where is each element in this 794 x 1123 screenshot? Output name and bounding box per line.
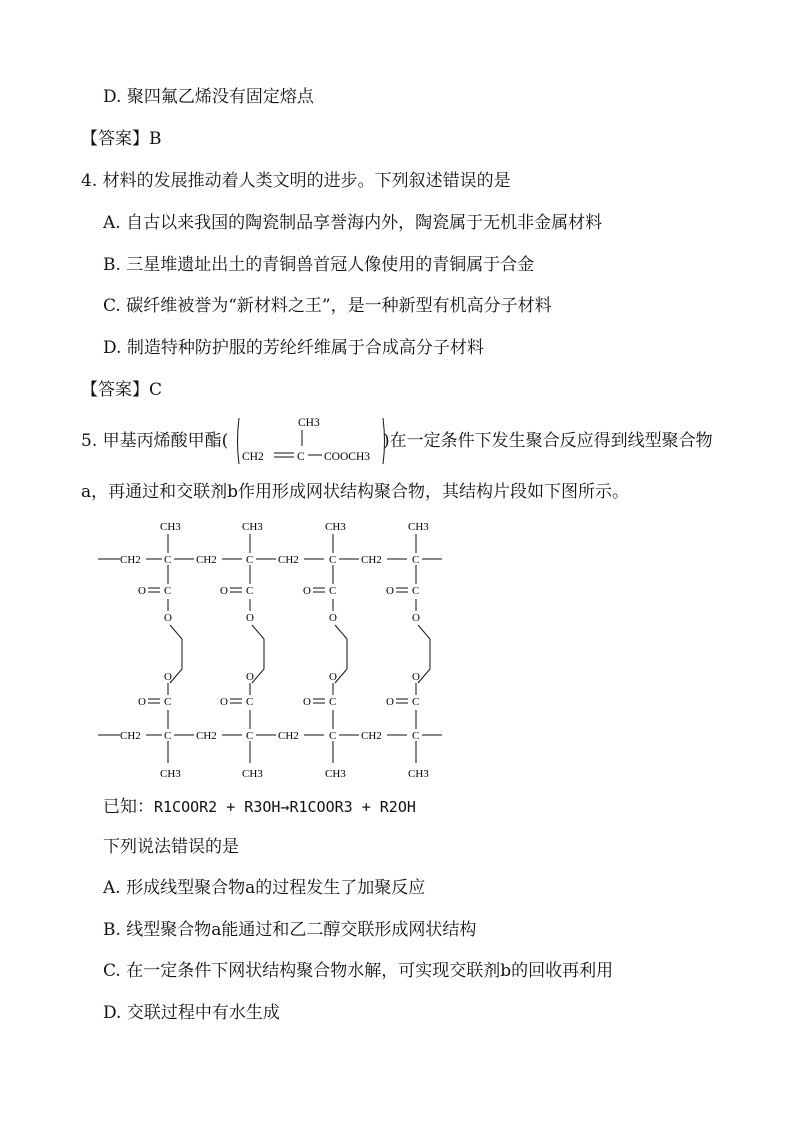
carbonyl-carbon: C	[164, 585, 172, 597]
q5-known-equation: R1COOR2 + R3OH→R1COOR3 + R2OH	[154, 798, 416, 816]
ester-oxygen: O	[329, 612, 337, 624]
monomer-ch2: CH2	[242, 451, 264, 463]
methyl-label: CH3	[408, 521, 429, 533]
ester-oxygen: O	[412, 671, 420, 683]
q5-option-a: A. 形成线型聚合物a的过程发生了加聚反应	[103, 878, 426, 898]
glycol-bond	[335, 625, 347, 639]
backbone-carbon: C	[329, 730, 337, 742]
glycol-bond	[252, 625, 264, 639]
carbonyl-oxygen: O	[220, 585, 228, 597]
q4-answer: 【答案】C	[81, 380, 163, 400]
backbone-carbon: C	[246, 554, 254, 566]
methyl-label: CH3	[160, 768, 181, 780]
q5-known-prefix: 已知：	[103, 797, 154, 817]
carbonyl-carbon: C	[329, 585, 337, 597]
carbonyl-carbon: C	[246, 585, 254, 597]
q5-stem-line2: a，再通过和交联剂b作用形成网状结构聚合物，其结构片段如下图所示。	[81, 482, 630, 502]
q4-option-a: A. 自古以来我国的陶瓷制品享誉海内外，陶瓷属于无机非金属材料	[103, 213, 603, 233]
monomer-c: C	[297, 451, 305, 463]
methyl-label: CH3	[242, 521, 263, 533]
methyl-label: CH3	[160, 521, 181, 533]
monomer-cooch3: COOCH3	[324, 451, 371, 463]
methylene-label: CH2	[120, 730, 141, 742]
monomer-structure	[236, 412, 386, 468]
methyl-label: CH3	[325, 521, 346, 533]
ester-oxygen: O	[246, 671, 254, 683]
methylene-label: CH2	[196, 554, 217, 566]
methylene-label: CH2	[120, 554, 141, 566]
q5-stem-part1: 5. 甲基丙烯酸甲酯(	[81, 431, 229, 451]
q3-option-d: D. 聚四氟乙烯没有固定熔点	[103, 87, 314, 107]
methylene-label: CH2	[278, 554, 299, 566]
q5-option-b: B. 线型聚合物a能通过和乙二醇交联形成网状结构	[103, 920, 477, 940]
carbonyl-carbon: C	[412, 696, 420, 708]
methyl-label: CH3	[325, 768, 346, 780]
methylene-label: CH2	[361, 554, 382, 566]
ester-oxygen: O	[329, 671, 337, 683]
q4-stem: 4. 材料的发展推动着人类文明的进步。下列叙述错误的是	[81, 171, 511, 191]
ester-oxygen: O	[246, 612, 254, 624]
carbonyl-oxygen: O	[386, 585, 394, 597]
ester-oxygen: O	[164, 671, 172, 683]
monomer-left-paren	[238, 418, 240, 464]
q4-option-b: B. 三星堆遗址出土的青铜兽首冠人像使用的青铜属于合金	[103, 255, 535, 275]
carbonyl-oxygen: O	[386, 696, 394, 708]
carbonyl-carbon: C	[246, 696, 254, 708]
glycol-bond	[418, 625, 430, 639]
carbonyl-carbon: C	[412, 585, 420, 597]
carbonyl-carbon: C	[329, 696, 337, 708]
carbonyl-oxygen: O	[220, 696, 228, 708]
monomer-ch3: CH3	[298, 417, 320, 429]
backbone-carbon: C	[412, 554, 420, 566]
q3-answer: 【答案】B	[81, 129, 162, 149]
q5-known	[103, 796, 416, 818]
q5-question: 下列说法错误的是	[103, 837, 239, 857]
carbonyl-oxygen: O	[303, 585, 311, 597]
methylene-label: CH2	[361, 730, 382, 742]
methyl-label: CH3	[408, 768, 429, 780]
q5-option-d: D. 交联过程中有水生成	[103, 1003, 280, 1023]
carbonyl-carbon: C	[164, 696, 172, 708]
methyl-label: CH3	[242, 768, 263, 780]
backbone-carbon: C	[246, 730, 254, 742]
backbone-carbon: C	[164, 554, 172, 566]
carbonyl-oxygen: O	[138, 585, 146, 597]
backbone-carbon: C	[164, 730, 172, 742]
q4-option-c: C. 碳纤维被誉为“新材料之王”，是一种新型有机高分子材料	[103, 296, 552, 316]
carbonyl-oxygen: O	[303, 696, 311, 708]
methylene-label: CH2	[196, 730, 217, 742]
backbone-carbon: C	[412, 730, 420, 742]
q5-option-c: C. 在一定条件下网状结构聚合物水解，可实现交联剂b的回收再利用	[103, 961, 614, 981]
methylene-label: CH2	[278, 730, 299, 742]
network-polymer-structure	[90, 512, 460, 782]
q4-option-d: D. 制造特种防护服的芳纶纤维属于合成高分子材料	[103, 338, 484, 358]
glycol-bond	[170, 625, 182, 639]
q5-stem-part2: )在一定条件下发生聚合反应得到线型聚合物	[383, 431, 713, 451]
carbonyl-oxygen: O	[138, 696, 146, 708]
backbone-carbon: C	[329, 554, 337, 566]
ester-oxygen: O	[412, 612, 420, 624]
ester-oxygen: O	[164, 612, 172, 624]
